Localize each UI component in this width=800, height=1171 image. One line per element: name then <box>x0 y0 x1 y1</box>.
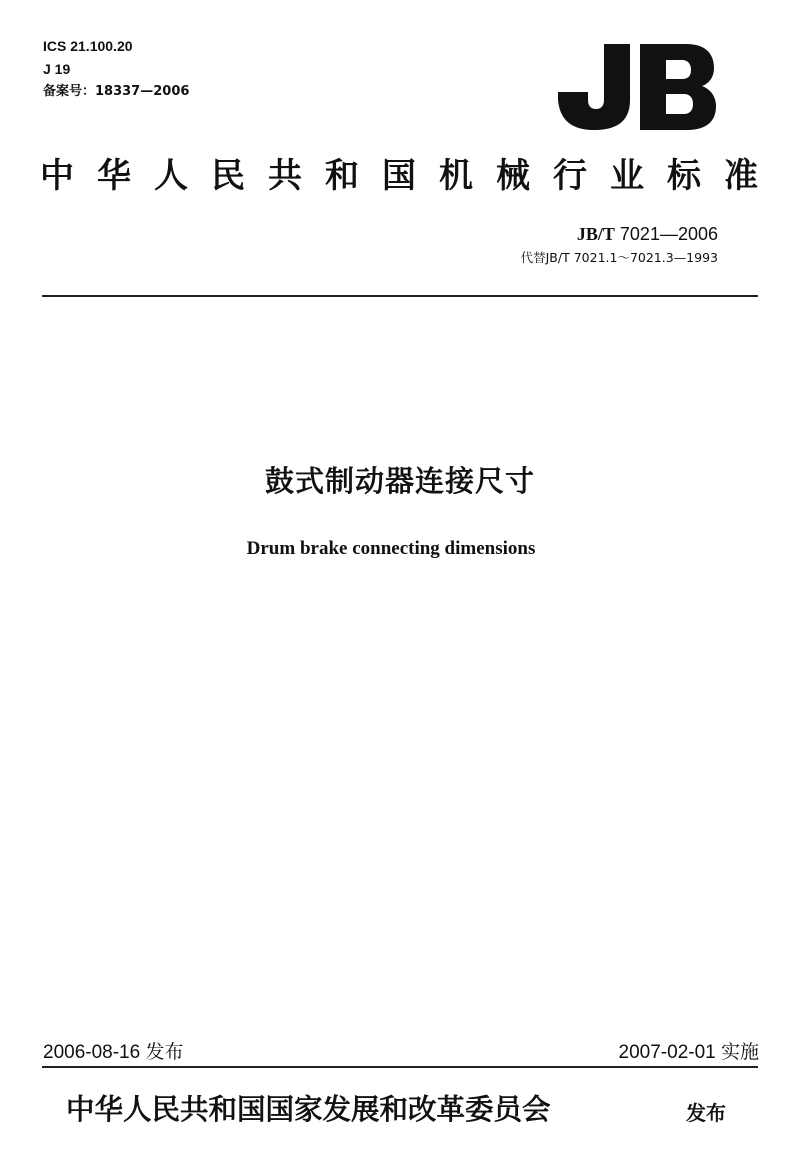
ccs-code: J 19 <box>43 61 71 77</box>
jb-logo <box>556 40 716 132</box>
industry-title-char: 民 <box>211 156 245 196</box>
standard-number-value: 7021—2006 <box>619 224 718 244</box>
ics-code: ICS 21.100.20 <box>43 38 133 54</box>
industry-title-char: 国 <box>382 156 416 196</box>
issuing-authority-suffix: 发布 <box>686 1101 726 1125</box>
industry-title-char: 机 <box>439 156 473 196</box>
standard-code: JB/T <box>576 224 615 244</box>
record-number: 备案号：18337—2006 <box>43 84 190 99</box>
document-title-cn: 鼓式制动器连接尺寸 <box>264 464 535 498</box>
industry-title-char: 标 <box>667 156 701 196</box>
effective-date: 2007-02-01 实施 <box>618 1042 759 1063</box>
industry-title-char: 和 <box>325 156 359 196</box>
issuing-authority: 中华人民共和国国家发展和改革委员会 <box>66 1093 551 1126</box>
document-title-en: Drum brake connecting dimensions <box>246 538 536 559</box>
industry-standard-title <box>40 150 758 202</box>
industry-title-char: 准 <box>724 156 758 196</box>
standard-number <box>577 223 718 245</box>
replaces-standard: 代替JB/T 7021.1～7021.3—1993 <box>520 250 718 265</box>
industry-title-char: 华 <box>97 156 131 196</box>
issue-date: 2006-08-16 发布 <box>43 1042 184 1063</box>
industry-title-char: 共 <box>268 156 302 196</box>
footer-divider <box>42 1066 758 1068</box>
industry-title-char: 业 <box>610 156 644 196</box>
industry-title-char: 械 <box>496 156 530 196</box>
industry-title-char: 行 <box>553 156 587 196</box>
industry-title-char: 中 <box>40 156 74 196</box>
logo-letter-j <box>558 44 630 130</box>
header-divider <box>42 295 758 297</box>
industry-title-char: 人 <box>154 156 188 196</box>
logo-letter-b <box>640 44 716 130</box>
